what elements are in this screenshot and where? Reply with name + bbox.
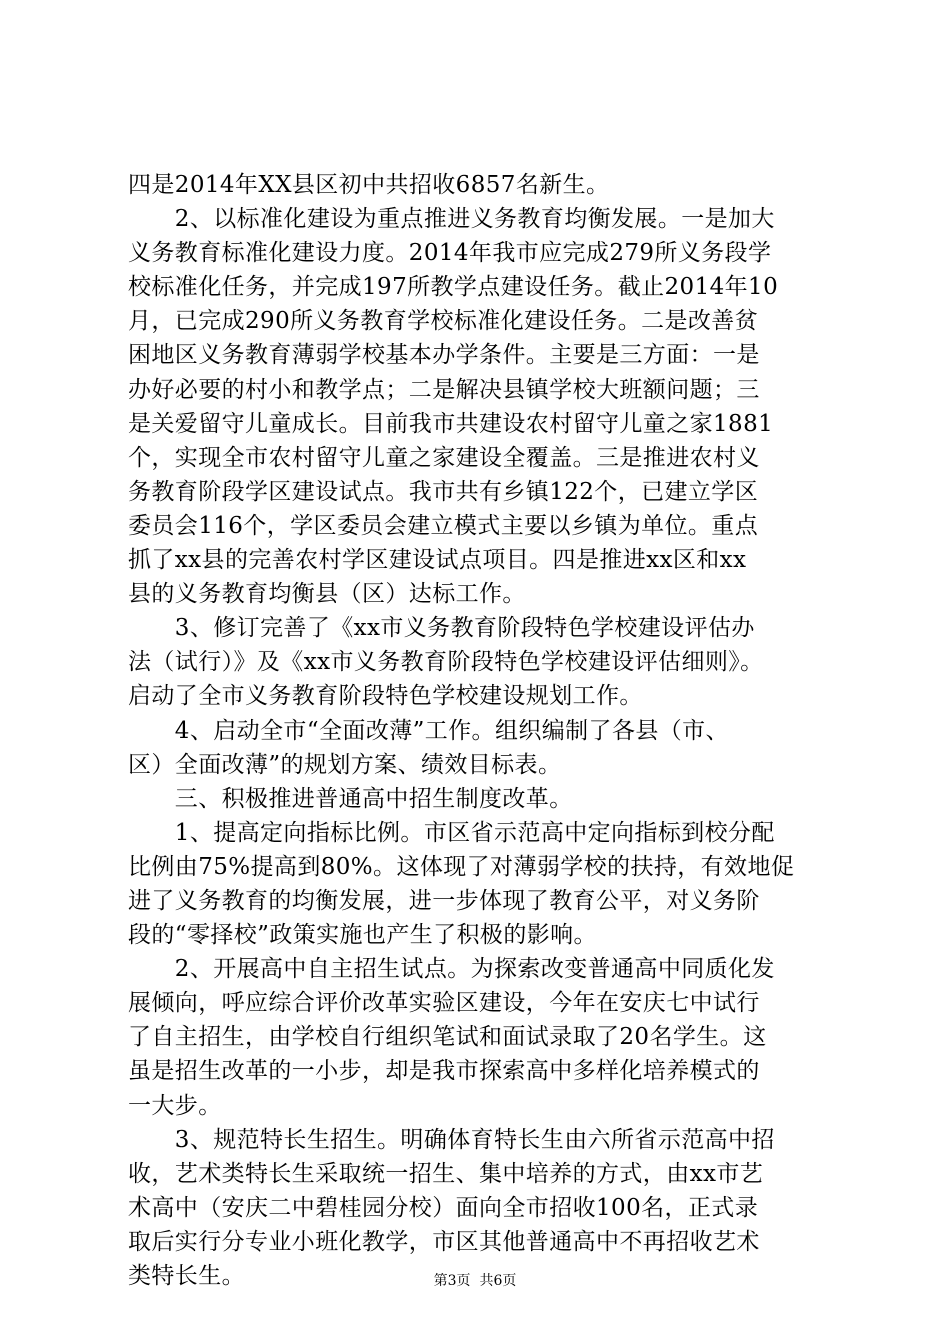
- text-line: 个，实现全市农村留守儿童之家建设全覆盖。三是推进农村义: [128, 444, 760, 471]
- text-line: 是关爱留守儿童成长。目前我市共建设农村留守儿童之家1881: [128, 410, 774, 437]
- text-line: 1、提高定向指标比例。市区省示范高中定向指标到校分配: [128, 819, 775, 846]
- text-line: 2、开展高中自主招生试点。为探索改变普通高中同质化发: [128, 956, 775, 983]
- text-line: 2、以标准化建设为重点推进义务教育均衡发展。一是加大: [128, 206, 775, 233]
- text-line: 术高中（安庆二中碧桂园分校）面向全市招收100名，正式录: [128, 1194, 759, 1221]
- text-line: 启动了全市义务教育阶段特色学校建设规划工作。: [128, 683, 643, 710]
- section-heading: 三、积极推进普通高中招生制度改革。: [128, 785, 573, 812]
- text-line: 区）全面改薄”的规划方案、绩效目标表。: [128, 751, 562, 778]
- text-line: 4、启动全市“全面改薄”工作。组织编制了各县（市、: [128, 717, 729, 744]
- text-line: 了自主招生，由学校自行组织笔试和面试录取了20名学生。这: [128, 1024, 767, 1051]
- text-line: 取后实行分专业小班化教学，市区其他普通高中不再招收艺术: [128, 1228, 760, 1255]
- text-line: 收，艺术类特长生采取统一招生、集中培养的方式，由xx市艺: [128, 1160, 764, 1187]
- text-line: 一大步。: [128, 1092, 222, 1119]
- text-line: 3、规范特长生招生。明确体育特长生由六所省示范高中招: [128, 1126, 775, 1153]
- text-line: 月，已完成290所义务教育学校标准化建设任务。二是改善贫: [128, 308, 759, 335]
- text-line: 办好必要的村小和教学点；二是解决县镇学校大班额问题；三: [128, 376, 760, 403]
- text-line: 委员会116个，学区委员会建立模式主要以乡镇为单位。重点: [128, 512, 759, 539]
- text-line: 义务教育标准化建设力度。2014年我市应完成279所义务段学: [128, 240, 772, 267]
- text-line: 抓了xx县的完善农村学区建设试点项目。四是推进xx区和xx: [128, 547, 747, 574]
- text-line: 务教育阶段学区建设试点。我市共有乡镇122个，已建立学区: [128, 478, 759, 505]
- text-line: 进了义务教育的均衡发展，进一步体现了教育公平，对义务阶: [128, 887, 760, 914]
- text-line: 县的义务教育均衡县（区）达标工作。: [128, 581, 526, 608]
- text-line: 虽是招生改革的一小步，却是我市探索高中多样化培养模式的: [128, 1058, 760, 1085]
- text-line: 段的“零择校”政策实施也产生了积极的影响。: [128, 922, 597, 949]
- page-footer: 第3页 共6页: [433, 1273, 517, 1289]
- text-line: 四是2014年XX县区初中共招收6857名新生。: [128, 172, 610, 198]
- text-line: 校标准化任务，并完成197所教学点建设任务。截止2014年10: [128, 274, 779, 301]
- text-line: 法（试行）》及《xx市义务教育阶段特色学校建设评估细则》。: [128, 649, 764, 676]
- text-line: 困地区义务教育薄弱学校基本办学条件。主要是三方面：一是: [128, 342, 760, 369]
- text-line: 展倾向，呼应综合评价改革实验区建设，今年在安庆七中试行: [128, 990, 760, 1017]
- text-line: 比例由75%提高到80%。这体现了对薄弱学校的扶持，有效地促: [128, 853, 795, 880]
- text-line: 3、修订完善了《xx市义务教育阶段特色学校建设评估办: [128, 615, 755, 642]
- text-line: 类特长生。: [128, 1263, 245, 1289]
- document-body: [128, 168, 828, 1293]
